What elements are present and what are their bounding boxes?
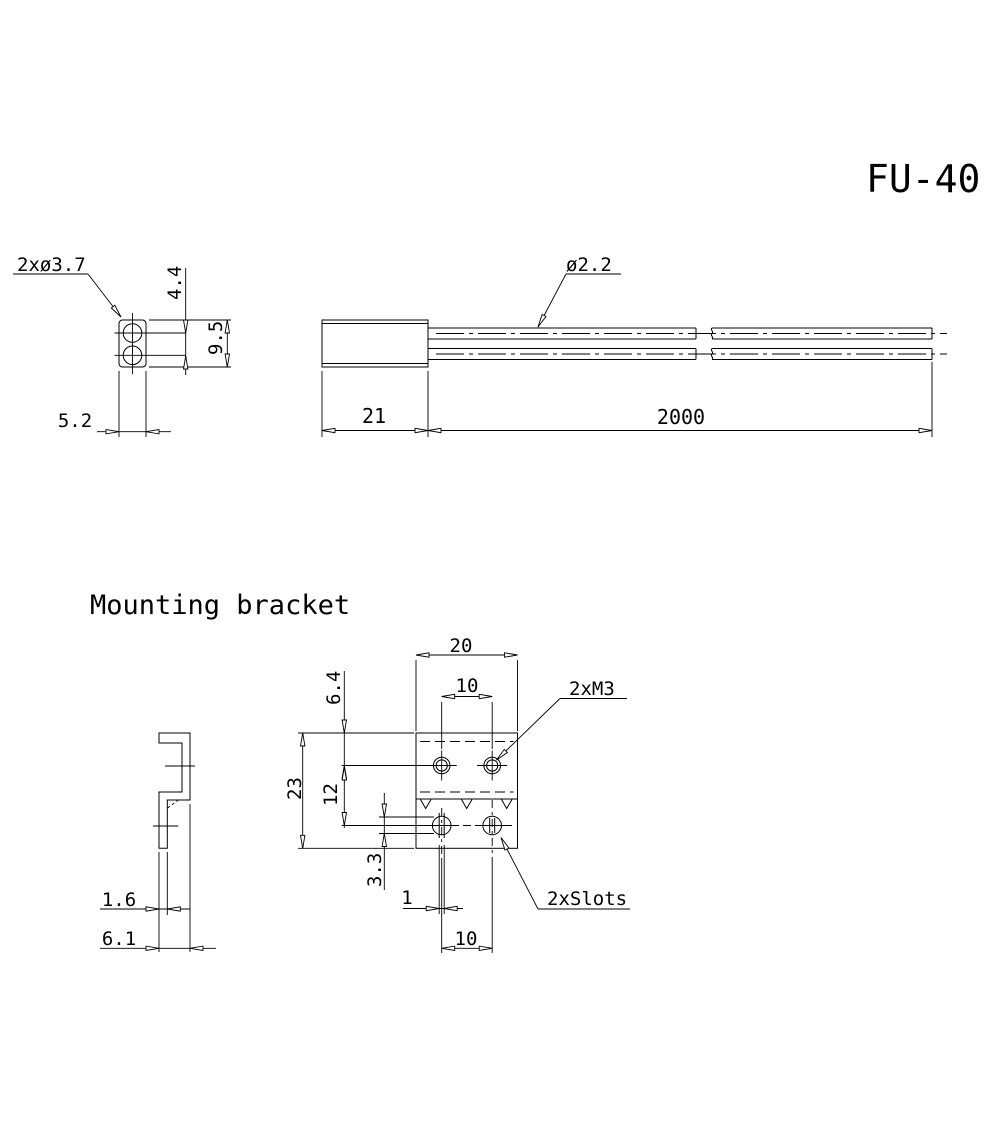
arrowhead [342, 813, 346, 826]
v-notch [462, 800, 473, 809]
leader-text-slots: 2xSlots [547, 888, 628, 910]
drawing-title: FU-40 [866, 157, 981, 201]
leader-text-m3-holes: 2xM3 [569, 678, 615, 700]
dim-text-bottom-slot-pitch: 10 [454, 928, 478, 950]
dim-text-top-hole-pitch: 10 [455, 675, 479, 697]
arrowhead [919, 428, 932, 432]
arrowhead [442, 694, 455, 698]
bracket-front-outline [416, 733, 518, 848]
arrowhead [342, 720, 346, 733]
dim-text-cable-length: 2000 [656, 405, 706, 429]
arrowhead [301, 835, 305, 848]
arrowhead [415, 428, 428, 432]
dim-text-slot-height: 3.3 [364, 852, 386, 887]
arrowhead [184, 356, 188, 369]
bracket-side-view [100, 733, 216, 952]
leader-arrowhead [497, 749, 508, 760]
arrowhead [444, 906, 457, 910]
leader-text-holes: 2xø3.7 [17, 254, 86, 276]
dim-text-hole-to-slot: 12 [320, 783, 342, 806]
dim-text-bracket-width: 20 [449, 635, 473, 657]
fiber-end-view [13, 254, 231, 437]
arrowhead [184, 320, 188, 333]
arrowhead [106, 430, 119, 434]
arrowhead [382, 834, 386, 847]
dim-text-height: 9.5 [205, 320, 227, 355]
arrowhead [426, 906, 439, 910]
arrowhead [342, 767, 346, 780]
fiber-side-view [322, 254, 947, 437]
arrowhead [167, 907, 180, 911]
dim-text-head-length: 21 [361, 404, 387, 428]
arrowhead [146, 430, 159, 434]
arrowhead [442, 946, 455, 950]
leader-arrowhead [111, 305, 121, 317]
dim-text-bracket-height: 23 [284, 777, 306, 800]
arrowhead [301, 733, 305, 746]
leader-text-fiber-diameter: ø2.2 [566, 254, 612, 276]
arrowhead [416, 653, 429, 657]
bracket-front-view [284, 635, 630, 953]
arrowhead [382, 804, 386, 817]
section-label-mounting-bracket: Mounting bracket [90, 590, 351, 621]
dim-text-hole-pitch: 4.4 [164, 265, 186, 300]
dim-text-thickness: 1.6 [101, 889, 137, 911]
arrowhead [505, 653, 518, 657]
bend-line [168, 800, 180, 809]
arrowhead [146, 946, 159, 950]
dim-text-width: 5.2 [57, 410, 93, 432]
arrowhead [479, 946, 492, 950]
dim-text-top-hole-offset: 6.4 [323, 670, 345, 705]
bracket-profile-outline [159, 733, 190, 848]
arrowhead [479, 694, 492, 698]
arrowhead [190, 946, 203, 950]
leader-arrowhead [538, 315, 546, 328]
dim-text-depth: 6.1 [101, 928, 137, 950]
v-notch [421, 800, 432, 809]
dim-text-slot-gap: 1 [401, 887, 413, 909]
fiber-head-outline [322, 320, 428, 367]
arrowhead [146, 907, 159, 911]
arrowhead [428, 428, 441, 432]
arrowhead [322, 428, 335, 432]
v-notch [502, 800, 513, 809]
